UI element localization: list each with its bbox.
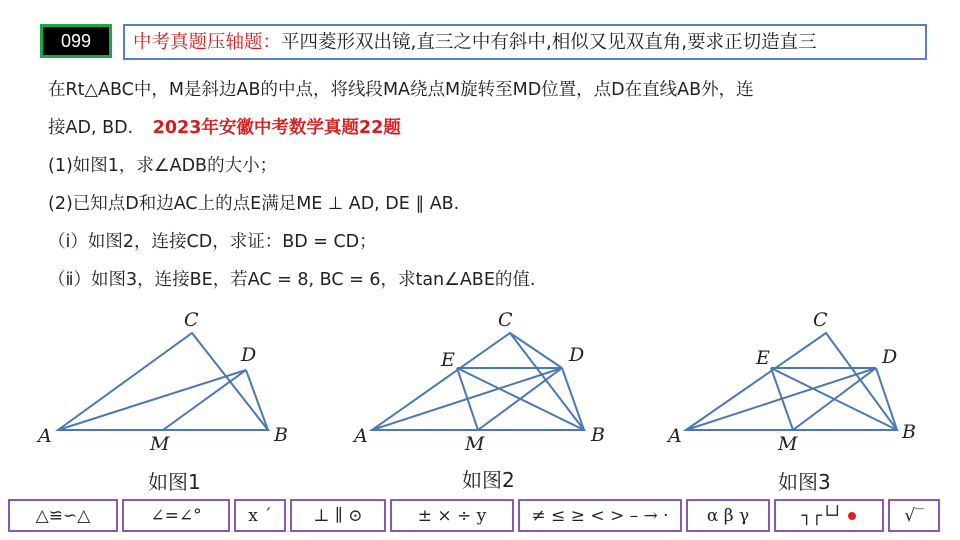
fig2-label-a: A xyxy=(354,425,368,447)
fig2-label-e: E xyxy=(441,349,455,371)
problem-line-1: 在Rt△ABC中，M是斜边AB的中点，将线段MA绕点M旋转至MD位置，点D在直线AB外，连 xyxy=(48,80,754,100)
fig1-segment-bd xyxy=(246,370,268,430)
question-2-i: （ⅰ）如图2，连接CD，求证：BD = CD； xyxy=(48,232,377,252)
fig3-label-b: B xyxy=(902,421,916,443)
fig3-label-m: M xyxy=(778,433,798,455)
figure-2 xyxy=(372,333,584,430)
fig2-label-m: M xyxy=(465,433,485,455)
fig3-label-d: D xyxy=(882,346,898,368)
fig1-label-b: B xyxy=(274,424,288,446)
problem-line-2-text: 接AD, BD. xyxy=(48,118,134,138)
angle-symbols-button[interactable]: ∠=∠° xyxy=(122,499,230,532)
fig1-segment-ad xyxy=(58,370,246,430)
greek-letters-button[interactable]: α β γ xyxy=(686,499,770,532)
fig2-label-d: D xyxy=(569,344,585,366)
fig1-label-d: D xyxy=(241,344,257,366)
square-root-button[interactable]: √‾ xyxy=(888,499,940,532)
title-highlight: 中考真题压轴题： xyxy=(133,32,282,53)
title-banner xyxy=(123,24,927,60)
right-angle-marks-label: ┐┌└┘ xyxy=(801,505,843,526)
fig2-label-c: C xyxy=(498,309,513,331)
fig1-label-m: M xyxy=(150,433,170,455)
caption-figure-1: 如图1 xyxy=(148,470,201,494)
fig3-label-e: E xyxy=(756,347,770,369)
fig2-segment-cd xyxy=(510,333,562,368)
question-2-ii: （ⅱ）如图3，连接BE，若AC = 8, BC = 6，求tan∠ABE的值. xyxy=(48,270,536,290)
title-text: 平四菱形双出镜,直三之中有斜中,相似又见双直角,要求正切造直三 xyxy=(281,32,817,53)
perpendicular-parallel-button[interactable]: ⊥ ∥ ⊙ xyxy=(290,499,386,532)
problem-line-2 xyxy=(48,114,401,139)
source-label: 2023年安徽中考数学真题22题 xyxy=(152,118,401,138)
fig3-label-c: C xyxy=(813,309,828,331)
fig2-label-b: B xyxy=(591,424,605,446)
fig3-label-a: A xyxy=(668,425,682,447)
question-1: (1)如图1，求∠ADB的大小； xyxy=(48,156,278,176)
fig1-label-a: A xyxy=(38,425,52,447)
symbol-toolbar xyxy=(0,496,960,536)
fig1-triangle-abc xyxy=(58,333,268,430)
right-angle-marks-button[interactable] xyxy=(774,499,884,532)
figure-1 xyxy=(58,333,268,430)
arithmetic-symbols-button[interactable]: ± × ÷ y xyxy=(390,499,514,532)
caption-figure-2: 如图2 xyxy=(462,468,515,492)
red-dot-icon xyxy=(848,512,856,520)
inequality-arrow-button[interactable]: ≠ ≤ ≥ < > – → · xyxy=(518,499,682,532)
caption-figure-3: 如图3 xyxy=(778,470,831,494)
congruence-symbols-button[interactable]: △≌∽△ xyxy=(8,499,118,532)
fig1-segment-md xyxy=(163,370,246,430)
question-2: (2)已知点D和边AC上的点E满足ME ⊥ AD, DE ∥ AB. xyxy=(48,194,460,214)
figure-3 xyxy=(686,333,897,430)
problem-number-badge: 099 xyxy=(40,24,112,58)
fig1-label-c: C xyxy=(184,309,199,331)
prime-symbols-button[interactable]: x ´ xyxy=(234,499,286,532)
